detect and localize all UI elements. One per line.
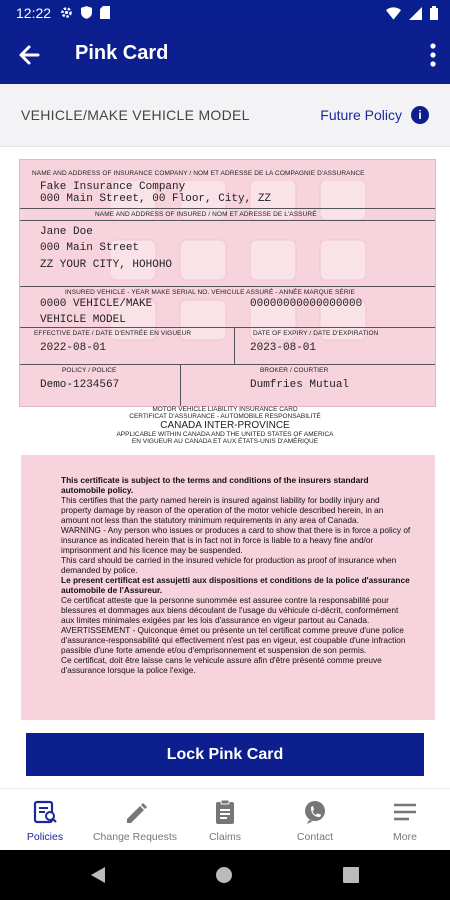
signal-icon xyxy=(409,7,422,20)
nav-item-change-requests[interactable] xyxy=(90,799,180,843)
divider xyxy=(20,364,435,365)
terms-paragraph: WARNING - Any person who issues or produces a card to show that there is in force a policy of insurance as indicated herein that is in fact not in force is liable to a heavy fine and/or imprisonment and his licence may be suspended. xyxy=(61,525,411,555)
shield-icon xyxy=(81,6,92,19)
home-circle-icon[interactable] xyxy=(215,866,233,884)
nav-label: Claims xyxy=(208,831,242,843)
app-bar xyxy=(0,26,450,84)
nav-item-more[interactable] xyxy=(360,799,450,843)
broker-label: BROKER / COURTIER xyxy=(260,367,329,374)
recents-square-icon[interactable] xyxy=(343,867,359,883)
terms-panel xyxy=(21,455,435,720)
nav-item-claims[interactable] xyxy=(180,799,270,843)
settings-icon xyxy=(60,6,73,19)
card-footer-line: EN VIGUEUR AU CANADA ET AUX ÉTATS-UNIS D'AMÉRIQUE xyxy=(131,438,319,445)
sd-card-icon xyxy=(100,6,110,19)
insured-label: NAME AND ADDRESS OF INSURED / NOM ET ADRESSE DE L'ASSURÉ xyxy=(95,211,317,218)
terms-paragraph: This certificate is subject to the terms and conditions of the insurers standard automobile policy. xyxy=(61,475,369,495)
nav-label: Contact xyxy=(296,831,334,843)
divider xyxy=(20,327,435,328)
terms-paragraph: Ce certificat, doit être laisse cans le vehicule assure afin d'être présenté comme preuve d'assurance lorsque la police l'exige. xyxy=(61,655,382,675)
insurer-address: 000 Main Street, 00 Floor, City, ZZ xyxy=(40,193,272,205)
divider xyxy=(180,364,181,406)
policy-number: Demo-1234567 xyxy=(40,379,120,391)
bottom-nav xyxy=(0,788,450,851)
back-arrow-icon[interactable] xyxy=(14,40,46,70)
insurer-label: NAME AND ADDRESS OF INSURANCE COMPANY / NOM ET ADRESSE DE LA COMPAGNIE D'ASSURANCE xyxy=(32,170,365,177)
divider xyxy=(20,286,435,287)
contact-icon xyxy=(301,799,329,825)
card-footer-line: MOTOR VEHICLE LIABILITY INSURANCE CARD xyxy=(152,406,298,413)
system-nav-bar xyxy=(0,850,450,900)
terms-paragraph: AVERTISSEMENT - Quiconque émet ou présente un tel certificat comme preuve d'une police d'assurance-responsabilité qui effectivement n'est pas en vigeur, est coupable d'une infraction passible d'une forte amende et/ou d'emprisonnement et suspension de son permis. xyxy=(61,625,406,655)
card-footer-line: CERTIFICAT D'ASSURANCE - AUTOMOBILE RESPONSABILITÉ xyxy=(129,413,321,420)
status-bar xyxy=(0,0,450,26)
status-right-icons xyxy=(386,6,438,20)
vehicle-label: INSURED VEHICLE - YEAR MAKE SERIAL NO. VEHICULE ASSURÉ - ANNÉE MARQUE SÉRIE xyxy=(65,289,355,296)
terms-paragraph: This certifies that the party named herein is insured against liability for bodily injury and property damage by reason of the operation of the motor vehicle described herein, in an amount not less than the statutory minimum requirements in any area of Canada. xyxy=(61,495,384,525)
divider xyxy=(20,220,435,221)
nav-label: Policies xyxy=(26,831,64,843)
vehicle-model: VEHICLE MODEL xyxy=(40,314,126,326)
vehicle-year-make: 0000 VEHICLE/MAKE xyxy=(40,298,153,310)
nav-label: Change Requests xyxy=(92,831,178,843)
pencil-icon xyxy=(121,799,149,825)
vehicle-name: VEHICLE/MAKE VEHICLE MODEL xyxy=(21,107,250,123)
nav-item-contact[interactable] xyxy=(270,799,360,843)
page-title: Pink Card xyxy=(75,42,169,64)
insured-name: Jane Doe xyxy=(40,226,93,238)
menu-icon xyxy=(391,799,419,825)
vehicle-subheader xyxy=(0,84,450,147)
lock-pink-card-button[interactable]: Lock Pink Card xyxy=(26,733,424,776)
insurer-name: Fake Insurance Company xyxy=(40,181,186,193)
battery-icon xyxy=(430,6,438,20)
back-triangle-icon[interactable] xyxy=(89,866,107,884)
clipboard-icon xyxy=(211,799,239,825)
wifi-icon xyxy=(386,7,401,20)
status-time: 12:22 xyxy=(16,5,52,21)
expiry-date: 2023-08-01 xyxy=(250,342,317,354)
pink-card xyxy=(19,159,436,407)
overflow-menu-icon[interactable] xyxy=(428,42,438,68)
future-policy-link[interactable]: Future Policy xyxy=(320,107,402,123)
nav-label: More xyxy=(393,831,417,843)
divider xyxy=(20,208,435,209)
card-footer-line: APPLICABLE WITHIN CANADA AND THE UNITED STATES OF AMERICA xyxy=(116,431,334,438)
broker-name: Dumfries Mutual xyxy=(250,379,350,391)
expiry-label: DATE OF EXPIRY / DATE D'EXPIRATION xyxy=(253,330,379,337)
effective-label: EFFECTIVE DATE / DATE D'ENTRÉE EN VIGUEUR xyxy=(34,330,192,337)
terms-paragraph: This card should be carried in the insured vehicle for production as proof of insurance when demanded by police. xyxy=(61,555,397,575)
policies-icon xyxy=(31,799,59,825)
divider xyxy=(234,327,235,364)
status-left-icons xyxy=(60,6,110,19)
effective-date: 2022-08-01 xyxy=(40,342,107,354)
info-icon[interactable]: i xyxy=(411,106,429,124)
card-footer-title: CANADA INTER-PROVINCE xyxy=(160,420,290,431)
insured-city: ZZ YOUR CITY, HOHOHO xyxy=(40,259,173,271)
vehicle-serial: 00000000000000000 xyxy=(250,298,363,310)
insured-street: 000 Main Street xyxy=(40,242,140,254)
terms-paragraph: Ce certificat atteste que la personne sunommée est assuree contre la responsabilité pour blessures et dommages aux biens découlant de l'usage du véhicule ci-décrit, conformément aux limites minimales exigées par les lois d'assurance en vigeur partout au Canada. xyxy=(61,595,399,625)
nav-item-policies[interactable] xyxy=(0,799,90,843)
terms-paragraph: Le present certificat est assujetti aux dispositions et conditions de la police d'assurance automobile de l'Assureur. xyxy=(61,575,410,595)
policy-label: POLICY / POLICE xyxy=(62,367,117,374)
